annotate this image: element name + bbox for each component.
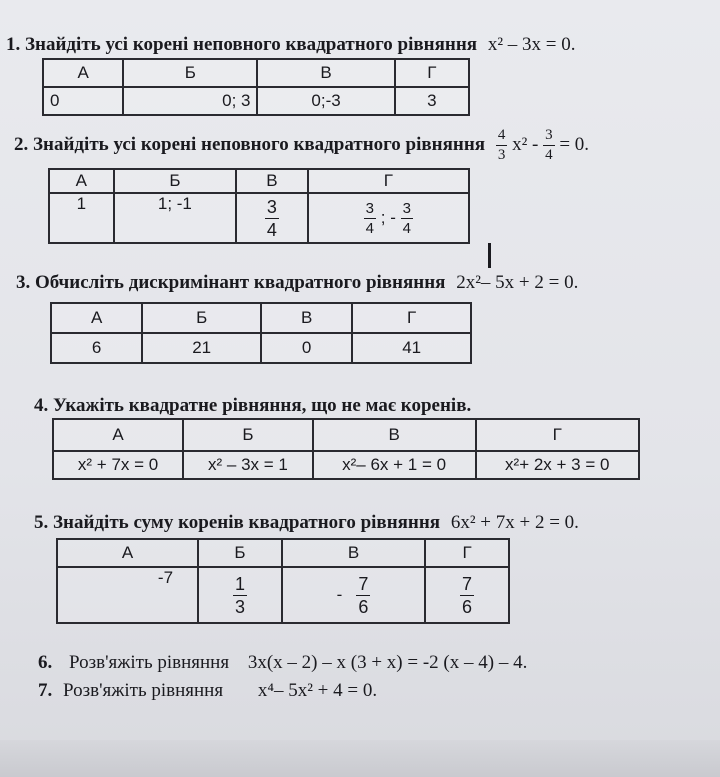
- answer-g: $\frac{3}{4}$ ; - $\frac{3}{4}$: [308, 193, 469, 243]
- header-b: Б: [183, 419, 313, 451]
- question-text: Знайдіть усі корені неповного квадратного рівняння: [33, 133, 486, 155]
- fraction: $\frac{3}{4}$: [402, 199, 411, 237]
- fraction: $\frac{3}{4}$: [365, 199, 375, 237]
- answer-g: [425, 567, 509, 623]
- header-b: Б: [198, 539, 282, 567]
- question-7: [38, 680, 377, 702]
- answer-a: -7: [57, 567, 198, 623]
- answer-b: 1; -1: [114, 193, 237, 243]
- header-g: Г: [308, 169, 469, 193]
- answer-table-3: [50, 302, 472, 364]
- header-g: Г: [425, 539, 509, 567]
- question-text: Розв'яжіть рівняння: [69, 652, 230, 673]
- answer-v: x²– 6x + 1 = 0: [313, 451, 476, 479]
- answer-g: x²+ 2x + 3 = 0: [476, 451, 639, 479]
- answer-g: 41: [352, 333, 471, 363]
- question-number: 3.: [16, 272, 31, 293]
- question-6: [38, 652, 527, 674]
- header-v: В: [313, 419, 476, 451]
- header-g: Г: [352, 303, 471, 333]
- equation: 2x²– 5x + 2 = 0.: [456, 272, 579, 293]
- answer-v: [236, 193, 307, 243]
- header-v: В: [282, 539, 425, 567]
- pen-mark: [488, 243, 491, 268]
- answer-b: 0; 3: [123, 87, 257, 115]
- question-text: Розв'яжіть рівняння: [63, 680, 224, 701]
- answer-g: 3: [395, 87, 469, 115]
- header-a: А: [57, 539, 198, 567]
- answer-v: 0: [261, 333, 352, 363]
- question-3: [16, 272, 578, 294]
- question-number: 7.: [38, 680, 53, 701]
- header-g: Г: [476, 419, 639, 451]
- question-number: 2.: [14, 133, 29, 155]
- header-a: А: [43, 59, 123, 87]
- answer-b: 21: [142, 333, 261, 363]
- header-b: Б: [123, 59, 257, 87]
- equation: $\frac{4}{3}$ x² - $\frac{3}{4}$ = 0.: [497, 127, 590, 163]
- fraction: $\frac{3}{4}$: [266, 196, 277, 240]
- header-g: Г: [395, 59, 469, 87]
- fraction: $\frac{7}{6}$: [462, 573, 473, 617]
- header-b: Б: [142, 303, 261, 333]
- answer-v: 0;-3: [257, 87, 394, 115]
- header-a: А: [51, 303, 142, 333]
- answer-table-5: [56, 538, 510, 624]
- question-text: Обчисліть дискримінант квадратного рівняння: [35, 272, 446, 293]
- fraction: $\frac{3}{4}$: [545, 127, 553, 163]
- question-5: [34, 512, 579, 534]
- header-b: Б: [114, 169, 237, 193]
- answer-a: x² + 7x = 0: [53, 451, 183, 479]
- fraction: $\frac{4}{3}$: [497, 127, 506, 163]
- answer-v: - $\frac{7}{6}$: [282, 567, 425, 623]
- header-a: А: [53, 419, 183, 451]
- equation: x² – 3x = 0.: [487, 34, 576, 55]
- equation: x⁴– 5x² + 4 = 0.: [257, 680, 378, 701]
- answer-a: 1: [49, 193, 114, 243]
- question-1: [6, 34, 575, 56]
- fraction: $\frac{1}{3}$: [234, 573, 245, 617]
- fraction: $\frac{7}{6}$: [358, 573, 369, 617]
- question-text: Знайдіть усі корені неповного квадратного рівняння: [25, 34, 478, 55]
- question-number: 5.: [34, 512, 49, 533]
- answer-a: 6: [51, 333, 142, 363]
- answer-b: [198, 567, 282, 623]
- equation: 3x(x – 2) – x (3 + x) = -2 (x – 4) – 4.: [247, 652, 528, 673]
- header-v: В: [257, 59, 394, 87]
- equation: 6x² + 7x + 2 = 0.: [450, 512, 579, 533]
- answer-table-1: [42, 58, 470, 116]
- question-number: 1.: [6, 34, 21, 55]
- answer-a: 0: [43, 87, 123, 115]
- header-a: А: [49, 169, 114, 193]
- header-v: В: [261, 303, 352, 333]
- question-number: 4.: [34, 395, 49, 416]
- header-v: В: [236, 169, 307, 193]
- answer-table-2: [48, 168, 470, 244]
- question-text: Знайдіть суму коренів квадратного рівняння: [53, 512, 441, 533]
- question-4: [34, 395, 471, 417]
- answer-b: x² – 3x = 1: [183, 451, 313, 479]
- answer-table-4: [52, 418, 640, 480]
- question-text: Укажіть квадратне рівняння, що не має коренів.: [53, 395, 472, 416]
- question-number: 6.: [38, 652, 53, 673]
- question-2: [14, 128, 589, 163]
- page-bottom-edge: [0, 740, 720, 777]
